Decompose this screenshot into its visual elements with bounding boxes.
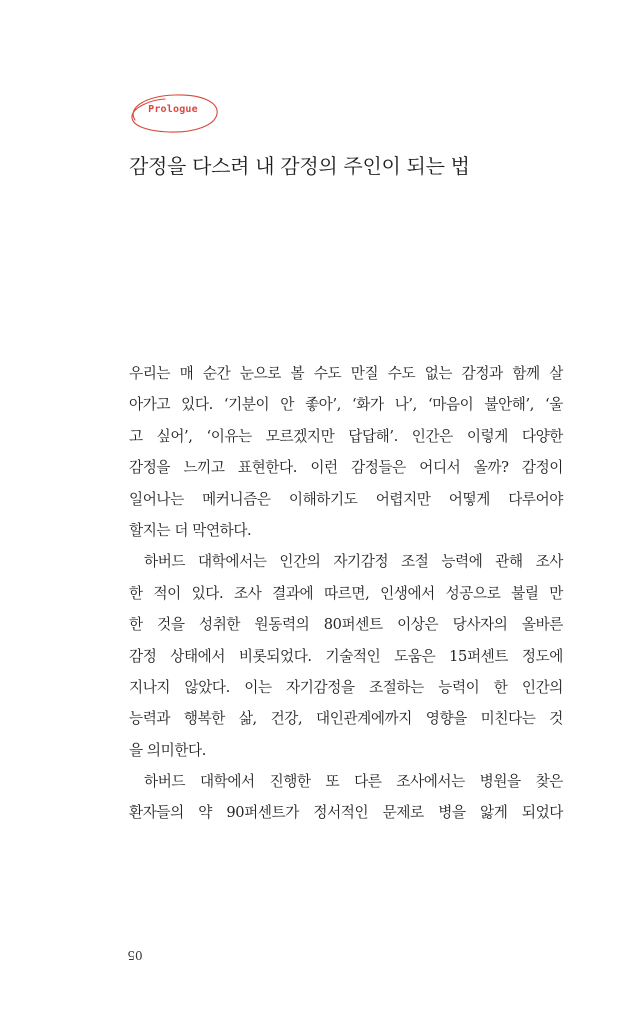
body-line: 하버드 대학에서는 인간의 자기감정 조절 능력에 관해 조사: [144, 553, 563, 571]
body-line: 할지는 더 막연하다.: [129, 521, 252, 539]
prologue-badge: [125, 90, 221, 136]
body-line: 능력과 행복한 삶, 건강, 대인관계에까지 영향을 미친다는 것: [129, 710, 563, 728]
body-line: 아가고 있다. ‘기분이 안 좋아’, ‘화가 나’, ‘마음이 불안해’, ‘울: [129, 396, 563, 414]
chapter-title: 감정을 다스려 내 감정의 주인이 되는 법: [129, 154, 470, 178]
body-line: 하버드 대학에서 진행한 또 다른 조사에서는 병원을 찾은: [144, 773, 563, 791]
body-line: 일어나는 메커니즘은 이해하기도 어렵지만 어떻게 다루어야: [129, 490, 563, 508]
body-line: 고 싶어’, ‘이유는 모르겠지만 답답해’. 인간은 이렇게 다양한: [129, 427, 563, 445]
body-line: 지나지 않았다. 이는 자기감정을 조절하는 능력이 한 인간의: [129, 678, 563, 696]
body-line: 감정 상태에서 비롯되었다. 기술적인 도움은 15퍼센트 정도에: [129, 647, 563, 665]
body-line: 한 것을 성취한 원동력의 80퍼센트 이상은 당사자의 올바른: [129, 616, 563, 634]
body-line: 환자들의 약 90퍼센트가 정서적인 문제로 병을 앓게 되었다: [129, 804, 563, 822]
body-line: 한 적이 있다. 조사 결과에 따르면, 인생에서 성공으로 불릴 만: [129, 584, 563, 602]
body-line: 을 의미한다.: [129, 741, 206, 759]
body-line: 우리는 매 순간 눈으로 볼 수도 만질 수도 없는 감정과 함께 살: [129, 365, 563, 382]
body-text: [129, 358, 563, 829]
prologue-label: Prologue: [148, 104, 198, 115]
page-number: 05: [127, 948, 143, 962]
body-line: 감정을 느끼고 표현한다. 이런 감정들은 어디서 올까? 감정이: [129, 459, 563, 477]
